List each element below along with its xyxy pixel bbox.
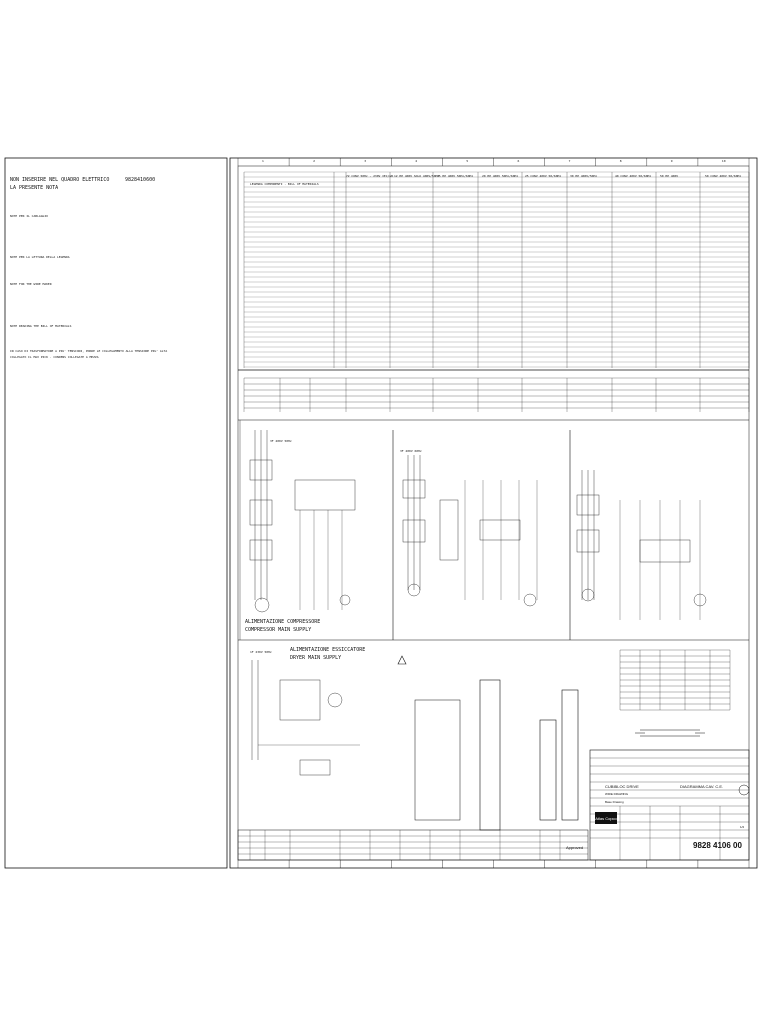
legend-col-3: 15 HP 400V 50Hz/60Hz xyxy=(437,174,474,178)
label-dryer-supply: ALIMENTAZIONE ESSICCATORE xyxy=(290,647,366,653)
motor-symbol xyxy=(255,598,269,612)
column-number: 5 xyxy=(466,159,469,163)
title-approved: Approved xyxy=(566,845,584,850)
panel-drawing-3 xyxy=(562,690,578,820)
label-dryer-supply-en: DRYER MAIN SUPPLY xyxy=(290,655,342,661)
sheet-frame xyxy=(230,158,757,868)
column-number: 7 xyxy=(568,159,571,163)
title-product: CUBIBLOC DRIVE xyxy=(605,784,639,789)
inner-frame xyxy=(238,166,749,860)
column-number: 2 xyxy=(313,159,315,163)
revision-strip xyxy=(238,830,588,860)
column-number: 6 xyxy=(517,159,520,163)
legend-col-2: 12 HP 400V SOLO 400V/50HZ xyxy=(394,174,440,178)
note-wiring: NOTE PER IL CABLAGGIO xyxy=(10,214,48,218)
note-transformer: IN CASO DI TRASFORMATORE A PIU' TENSIONI, PORRE LE COLLEGAMENTO ALLA TENSIONE PIU' ALTA xyxy=(10,349,168,353)
legend-title: LEGENDA COMPONENTI - BILL OF MATERIALS xyxy=(250,182,319,186)
title-drawing-number: 9828 4106 00 xyxy=(693,841,742,850)
cable-drawing xyxy=(635,730,705,736)
column-number: 1 xyxy=(262,159,264,163)
legend-col-9: 50 CONV 400V 50/60Hz xyxy=(705,174,742,178)
column-number: 4 xyxy=(415,159,418,163)
drive-box xyxy=(440,500,458,560)
fan-motor-symbol xyxy=(524,594,536,606)
note-bom: NOTE READING THE BILL OF MATERIALS xyxy=(10,324,72,328)
panel-drawing-4 xyxy=(415,700,460,820)
column-number: 9 xyxy=(670,159,673,163)
legend-col-4: 20 HP 400V 50Hz/60Hz xyxy=(482,174,519,178)
control-transformer-box xyxy=(295,480,355,510)
label-dryer-volt: 1F 230V 50Hz xyxy=(250,650,272,654)
legend-col-8: 50 HP 400V xyxy=(660,174,679,178)
relay-box xyxy=(480,520,520,540)
title-subtitle-en: Base Drawing xyxy=(605,800,624,804)
note-wire-maker: NOTE FOR THE WIRE MAKER xyxy=(10,282,52,286)
legend-col-6: 30 HP 400V/50Hz xyxy=(570,174,598,178)
dryer-box xyxy=(280,680,320,720)
revision-grid xyxy=(238,830,588,860)
small-parts-table xyxy=(620,650,730,710)
dryer-switch-box xyxy=(300,760,330,775)
column-number: 3 xyxy=(364,159,366,163)
notes-header-line1: NON INSERIRE NEL QUADRO ELETTRICO xyxy=(10,177,110,183)
schematic-circuits xyxy=(240,420,706,775)
brand-logo: Atlas Copco xyxy=(595,812,617,824)
label-ck2: 3F 400V 60Hz xyxy=(400,449,422,453)
legend-col-7: 40 CONV 400V 50/60Hz xyxy=(615,174,652,178)
label-ck1: 3F 400V 50Hz xyxy=(270,439,292,443)
fan-motor-symbol xyxy=(340,595,350,605)
notes-panel-frame xyxy=(5,158,227,868)
legend-col-1: 72 CONV 50Hz - 230V IEC/GB xyxy=(346,174,393,178)
notes-header-line2: LA PRESENTE NOTA xyxy=(10,185,59,191)
panel-drawing-2 xyxy=(540,720,556,820)
title-subtitle: WIRE DRAWING xyxy=(605,792,629,796)
column-ticks xyxy=(238,158,749,868)
notes-header-code: 9828410600 xyxy=(125,177,156,183)
label-compressor-supply-en: COMPRESSOR MAIN SUPPLY xyxy=(245,627,312,633)
dryer-motor-symbol xyxy=(328,693,342,707)
title-drawing-type: DIAGRAMMA CAV. C.E. xyxy=(680,784,724,789)
title-sheet: 1/2 xyxy=(740,825,745,829)
legend-col-5: 25 CONV 400V 50/60Hz xyxy=(525,174,562,178)
panel-drawing-1 xyxy=(480,680,500,830)
relay-box xyxy=(640,540,690,562)
column-number: 10 xyxy=(721,159,726,163)
note-legend: NOTE PER LA LETTURA DELLA LEGENDA xyxy=(10,255,70,259)
column-number: 8 xyxy=(619,159,622,163)
warning-icon xyxy=(398,656,406,664)
label-compressor-supply: ALIMENTAZIONE COMPRESSORE xyxy=(245,619,321,625)
note-pick: COLLEGATO IL MAX PICK - CONDENS COLLEGATE A MEZZA xyxy=(10,355,99,359)
legend-table-grid xyxy=(244,172,749,412)
